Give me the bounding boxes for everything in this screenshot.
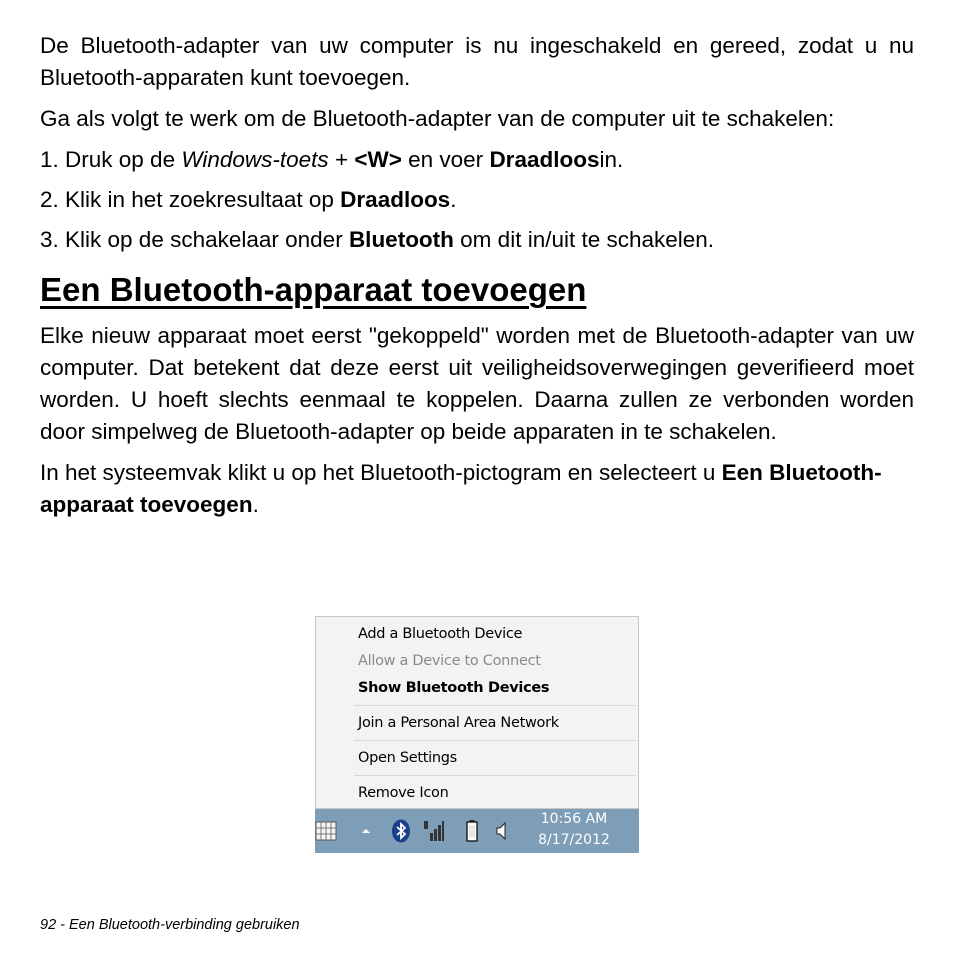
pairing-paragraph: Elke nieuw apparaat moet eerst "gekoppeld" worden met de Bluetooth-adapter van uw computer. Dat betekent dat deze eerst uit veiligheidsoverwegingen geverifieerd moet worden. U hoeft slechts eenmaal te koppelen. Daarna zullen ze verbonden worden door simpelweg de Bluetooth-adapter op beide apparaten in te schakelen. [40, 323, 914, 444]
bluetooth-menu-screenshot [315, 616, 639, 853]
add-device-keyword: Een Bluetooth-apparaat toevoegen [40, 460, 882, 517]
keyboard-icon[interactable] [315, 819, 339, 843]
step-3-text: 3. Klik op de schakelaar onder [40, 227, 349, 252]
menu-show-bluetooth-devices[interactable]: Show Bluetooth Devices [358, 680, 550, 696]
step-1-text: 1. Druk op de [40, 147, 182, 172]
menu-join-personal-area-network[interactable]: Join a Personal Area Network [358, 715, 559, 731]
step-3 [40, 224, 914, 256]
page-footer: 92 - Een Bluetooth-verbinding gebruiken [40, 917, 300, 933]
menu-add-bluetooth-device[interactable]: Add a Bluetooth Device [358, 626, 523, 642]
menu-allow-device-to-connect: Allow a Device to Connect [358, 653, 541, 669]
network-signal-icon[interactable] [423, 819, 445, 843]
wireless-result: Draadloos [340, 187, 451, 212]
menu-remove-icon[interactable]: Remove Icon [358, 785, 449, 801]
section-heading: Een Bluetooth-apparaat toevoegen [40, 271, 587, 308]
step-3-suffix: om dit in/uit te schakelen. [453, 227, 715, 252]
step-1-text-2: en voer [401, 147, 490, 172]
step-1 [40, 144, 914, 176]
step-2-suffix: . [450, 187, 457, 212]
chevron-up-icon[interactable] [359, 819, 373, 843]
clock-date: 8/17/2012 [538, 832, 610, 848]
clock-time: 10:56 AM [540, 811, 608, 827]
windows-key-label: Windows-toets [181, 147, 329, 172]
tray-paragraph-suffix: . [252, 492, 259, 517]
intro-paragraph: De Bluetooth-adapter van uw computer is nu ingeschakeld en gereed, zodat u nu Bluetooth-apparaten kunt toevoegen. [40, 33, 914, 90]
taskbar-clock[interactable] [529, 809, 619, 851]
instruction-paragraph: Ga als volgt te werk om de Bluetooth-adapter van de computer uit te schakelen: [40, 106, 835, 131]
step-2 [40, 184, 914, 216]
tray-paragraph [40, 457, 914, 521]
step-1-plus: + [328, 147, 355, 172]
bluetooth-keyword: Bluetooth [348, 227, 454, 252]
menu-open-settings[interactable]: Open Settings [358, 750, 457, 766]
step-2-text: 2. Klik in het zoekresultaat op [40, 187, 341, 212]
step-1-suffix: in. [599, 147, 624, 172]
taskbar-tray [315, 809, 639, 853]
speaker-icon[interactable] [495, 819, 511, 843]
battery-icon[interactable] [465, 819, 479, 843]
w-key-label: <W> [354, 147, 402, 172]
bluetooth-icon[interactable] [391, 819, 411, 843]
tray-paragraph-text: In het systeemvak klikt u op het Bluetooth-pictogram en selecteert u [40, 460, 722, 485]
menu-separator [354, 740, 636, 741]
bluetooth-context-menu [315, 616, 639, 809]
menu-separator [354, 705, 636, 706]
menu-separator [354, 775, 636, 776]
document-body [40, 30, 914, 530]
wireless-keyword: Draadloos [489, 147, 600, 172]
